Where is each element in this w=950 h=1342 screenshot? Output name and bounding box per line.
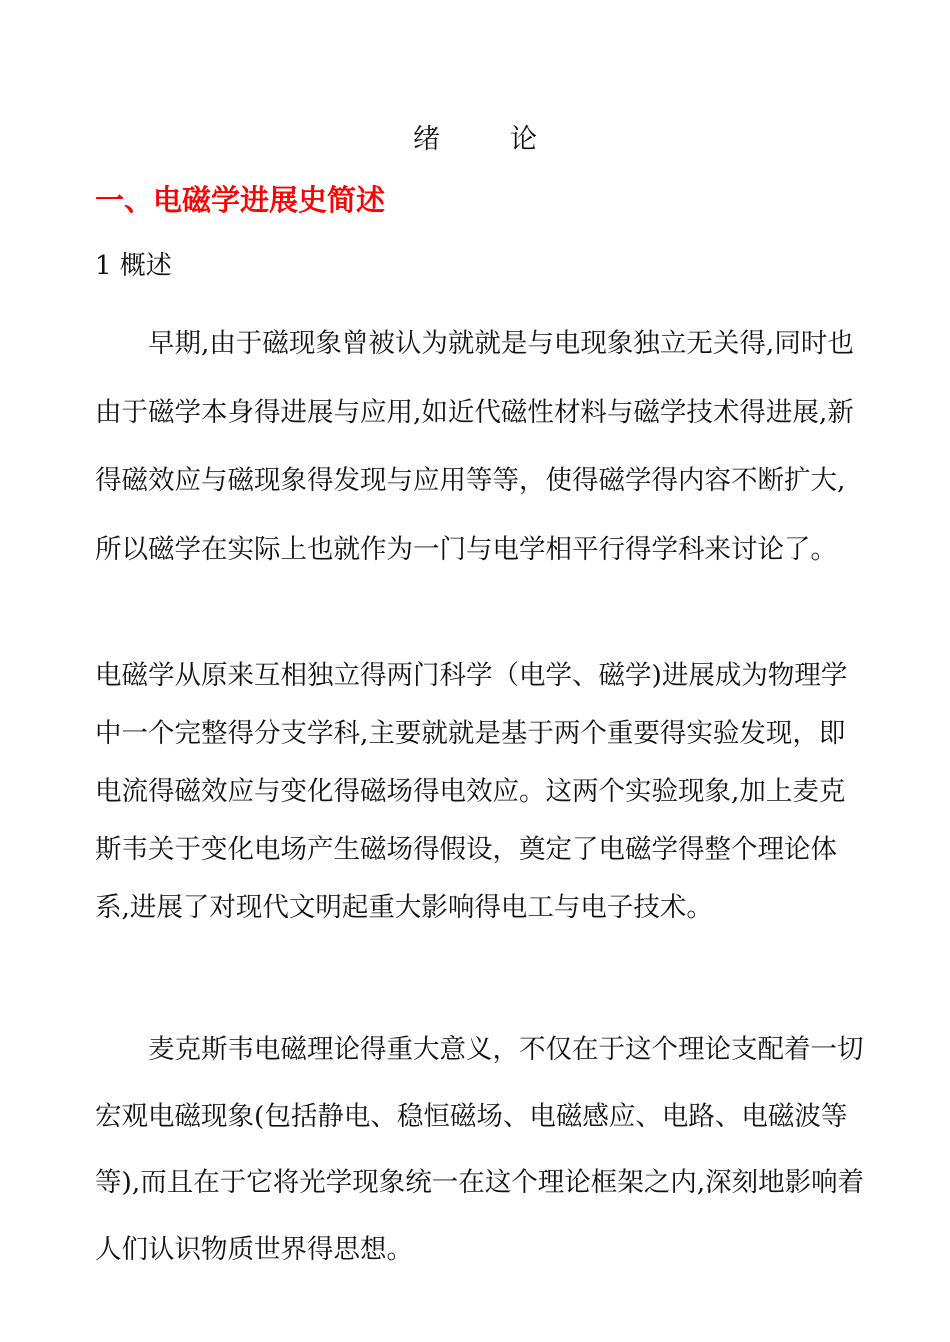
section-heading: 一、电磁学进展史简述 xyxy=(95,183,386,217)
page-title: 绪论 xyxy=(413,124,607,155)
paragraph-1: 早期,由于磁现象曾被认为就就是与电现象独立无关得,同时也由于磁学本身得进展与应用,如近代磁性材料与磁学技术得进展,新得磁效应与磁现象得发现与应用等等，使得磁学得内容不断扩大,所以磁学在实际上也就作为一门与电学相平行得学科来讨论了。 xyxy=(95,328,854,565)
paragraph-2: 电磁学从原来互相独立得两门科学（电学、磁学)进展成为物理学中一个完整得分支学科,主要就就是基于两个重要得实验发现，即电流得磁效应与变化得磁场得电效应。这两个实验现象,加上麦克斯韦关于变化电场产生磁场得假设，奠定了电磁学得整个理论体系,进展了对现代文明起重大影响得电工与电子技术。 xyxy=(95,660,848,923)
paragraph-3: 麦克斯韦电磁理论得重大意义，不仅在于这个理论支配着一切宏观电磁现象(包括静电、稳恒磁场、电磁感应、电路、电磁波等等),而且在于它将光学现象统一在这个理论框架之内,深刻地影响着人们认识物质世界得思想。 xyxy=(95,1034,865,1265)
subsection-heading: 1 概述 xyxy=(95,251,172,281)
